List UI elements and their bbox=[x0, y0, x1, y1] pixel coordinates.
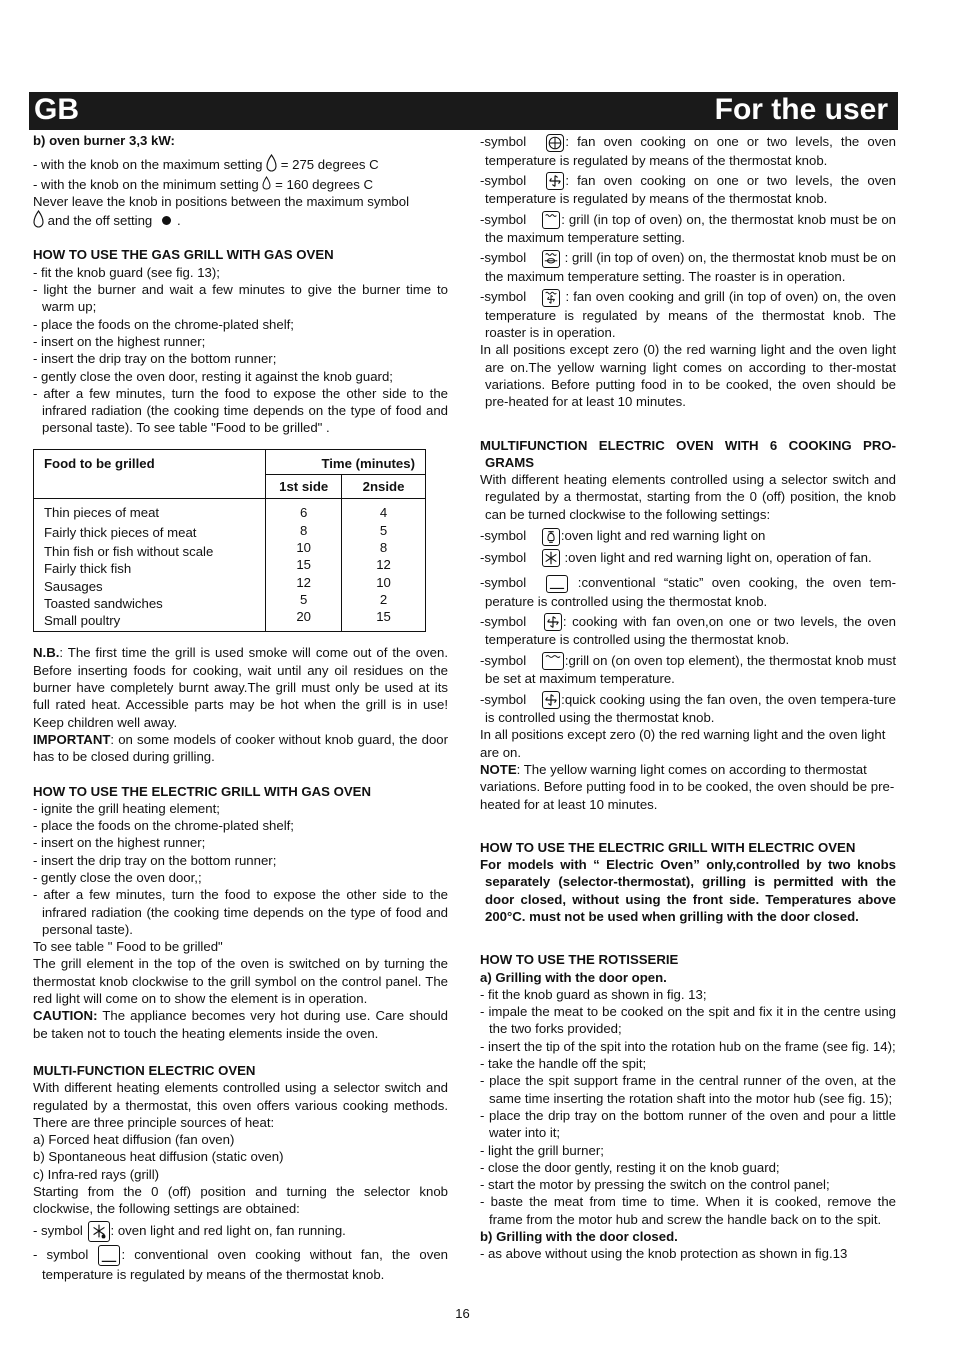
list-item: - light the burner and wait a few minutes to give the burner time to warm up; bbox=[33, 282, 448, 315]
static-oven-symbol-icon bbox=[546, 575, 568, 593]
symbol-grill-top-item: -symbol :grill on (on oven top element), the thermostat knob must be set at maximum temperature. bbox=[480, 652, 896, 687]
table-cell: Toasted sandwiches bbox=[44, 595, 163, 611]
burner-warning: Never leave the knob in positions between the maximum symbol bbox=[33, 193, 410, 209]
list-item: - fit the knob guard (see fig. 13); bbox=[33, 264, 220, 280]
table-food-column bbox=[34, 499, 266, 632]
list-item: - place the spit support frame in the central runner of the oven, at the same time inserting the rotation shaft into the motor hub (see fig. 15); bbox=[480, 1073, 896, 1106]
table-header-side1: 1st side bbox=[266, 475, 342, 499]
table-cell: 20 bbox=[296, 609, 311, 625]
electric-grill-heading: HOW TO USE THE ELECTRIC GRILL WITH GAS OVEN bbox=[33, 783, 372, 799]
symbol-fan-grill-item: -symbol : fan oven cooking and grill (in top of oven) on, the oven temperature is regulated by means of the thermostat knob. The roaster is in operation. bbox=[480, 289, 896, 341]
page-header bbox=[29, 92, 898, 130]
symbol-static-item: -symbol :conventional “static” oven cooking, the oven tem-perature is controlled using the thermostat knob. bbox=[480, 575, 896, 609]
symbol-fan-oven-item: -symbol : cooking with fan oven,on one or two levels, the oven temperature is controlled using the thermostat knob. bbox=[480, 613, 897, 648]
list-item: - take the handle off the spit; bbox=[480, 1056, 647, 1072]
rotisserie-heading: HOW TO USE THE ROTISSERIE bbox=[480, 952, 679, 968]
list-item: - insert the drip tray on the bottom runner; bbox=[33, 852, 277, 868]
list-item: - gently close the oven door, resting it against the knob guard; bbox=[33, 368, 393, 384]
symbol-light-item: -symbol :oven light and red warning light on bbox=[480, 527, 896, 546]
table-cell: 5 bbox=[300, 591, 308, 607]
table-cell: 12 bbox=[296, 574, 311, 590]
gas-grill-heading: HOW TO USE THE GAS GRILL WITH GAS OVEN bbox=[33, 247, 334, 263]
grill-roaster-symbol-icon bbox=[542, 250, 560, 268]
off-dot-icon bbox=[162, 216, 171, 225]
multi-function-heading: MULTI-FUNCTION ELECTRIC OVEN bbox=[33, 1062, 256, 1078]
quick-fan-symbol-icon bbox=[542, 691, 560, 709]
symbol-fan-item: -symbol : fan oven cooking on one or two levels, the oven temperature is regulated by means of the thermostat knob. bbox=[480, 172, 896, 207]
list-item: - place the foods on the chrome-plated shelf; bbox=[33, 818, 294, 834]
defrost-fan-symbol-icon bbox=[542, 549, 560, 567]
page-title: For the user bbox=[714, 93, 888, 126]
six-programs-paragraph: With different heating elements controlled using a selector switch and regulated by a thermostat, starting from the 0 (off) position, the knob can be turned clockwise to the following settings: bbox=[480, 472, 896, 522]
burner-max-line: - with the knob on the maximum setting = 275 degrees C bbox=[33, 154, 448, 173]
table-cell: Thin fish or fish without scale bbox=[44, 543, 214, 559]
table-cell: 10 bbox=[296, 539, 311, 555]
list-item: - place the foods on the chrome-plated shelf; bbox=[33, 316, 294, 332]
table-cell: 5 bbox=[379, 522, 388, 538]
list-item: - close the door gently, resting it on the knob guard; bbox=[480, 1159, 780, 1175]
table-side2-column bbox=[342, 499, 426, 632]
caution-paragraph: CAUTION: The appliance becomes very hot during use. Care should be taken not to touch the heating elements inside the oven. bbox=[33, 1008, 448, 1041]
list-item: - baste the meat from time to time. When it is cooked, remove the frame from the motor hub and screw the handle back on to the spit. bbox=[480, 1194, 896, 1227]
table-cell: 4 bbox=[379, 505, 388, 521]
fan-ring-symbol-icon bbox=[546, 134, 564, 152]
burner-warning-2: and the off setting . bbox=[33, 210, 448, 229]
gas-grill-steps bbox=[33, 264, 448, 437]
burner-min-line: - with the knob on the minimum setting = 160 degrees C bbox=[33, 176, 373, 192]
list-item: - place the drip tray on the bottom runner of the oven and pour a little water into it; bbox=[480, 1107, 896, 1141]
fan-light-symbol-icon bbox=[88, 1221, 110, 1242]
symbol-defrost-item: -symbol :oven light and red warning light on, operation of fan. bbox=[480, 549, 896, 568]
fan-symbol-icon bbox=[546, 172, 564, 190]
fan-symbol-icon bbox=[544, 613, 562, 631]
table-header-time: Time (minutes) bbox=[266, 449, 426, 474]
table-cell: 12 bbox=[376, 557, 391, 573]
list-item: - insert the tip of the spit into the rotation hub on the frame (see fig. 14); bbox=[480, 1038, 896, 1054]
settings-intro: Starting from the 0 (off) position and turning the selector knob clockwise, the following settings are obtained: bbox=[33, 1184, 448, 1217]
table-cell: 10 bbox=[376, 574, 391, 590]
table-cell: 15 bbox=[376, 609, 391, 625]
table-cell: Fairly thick fish bbox=[44, 561, 132, 577]
large-flame-icon bbox=[33, 210, 44, 228]
table-cell: 15 bbox=[296, 557, 311, 573]
list-item: - as above without using the knob protection as shown in fig.13 bbox=[480, 1246, 848, 1262]
static-oven-symbol-icon bbox=[98, 1245, 120, 1266]
table-cell: Thin pieces of meat bbox=[44, 505, 160, 521]
rotisserie-subheading-b: b) Grilling with the door closed. bbox=[480, 1229, 678, 1245]
table-cell: 8 bbox=[379, 539, 388, 555]
nb-paragraph: N.B.: The first time the grill is used smoke will come out of the oven. Before inserting foods for cooking, wait until any oil residues on the burner have completely burnt away.The grill must only be used at its full rated heat. Accessible parts may be hot when the grill is in use! Keep children well away. bbox=[33, 645, 448, 730]
electric-grill-oven-heading: HOW TO USE THE ELECTRIC GRILL WITH ELECTRIC OVEN bbox=[480, 839, 856, 855]
table-cell: 6 bbox=[300, 505, 308, 521]
list-item: - light the grill burner; bbox=[480, 1142, 604, 1158]
table-cell: Fairly thick pieces of meat bbox=[44, 524, 197, 540]
symbol-static-item: - symbol : conventional oven cooking without fan, the oven temperature is regulated by means of the thermostat knob. bbox=[33, 1246, 448, 1282]
list-item: - ignite the grill heating element; bbox=[33, 800, 220, 816]
heat-source-item: b) Spontaneous heat diffusion (static oven) bbox=[33, 1149, 284, 1165]
six-programs-heading: MULTIFUNCTION ELECTRIC OVEN WITH 6 COOKING PRO-GRAMS bbox=[480, 437, 896, 470]
oven-light-symbol-icon bbox=[542, 528, 560, 546]
electric-grill-paragraph: The grill element in the top of the oven is switched on by turning the thermostat knob clockwise to the grill symbol on the control panel. The red light will come on to show the element is in operation. bbox=[33, 956, 448, 1007]
grill-symbol-icon bbox=[542, 652, 564, 670]
note-paragraph: NOTE: The yellow warning light comes on according to thermostat variations. Before putting food in to be cooked, the oven should be pre-heated for at least 10 minutes. bbox=[480, 761, 895, 812]
left-column bbox=[33, 132, 448, 1283]
rotisserie-steps bbox=[480, 986, 896, 1228]
heat-source-item: c) Infra-red rays (grill) bbox=[33, 1166, 160, 1182]
table-header-food: Food to be grilled bbox=[34, 449, 266, 499]
table-side1-column bbox=[266, 499, 342, 632]
important-paragraph: IMPORTANT: on some models of cooker without knob guard, the door has to be closed during grilling. bbox=[33, 731, 448, 765]
table-cell: Sausages bbox=[44, 578, 103, 594]
language-code: GB bbox=[34, 93, 79, 126]
see-table-line: To see table " Food to be grilled" bbox=[33, 939, 223, 955]
table-cell: Small poultry bbox=[44, 613, 121, 629]
heat-source-item: a) Forced heat diffusion (fan oven) bbox=[33, 1132, 235, 1148]
symbol-fan-light-item: - symbol : oven light and red light on, fan running. bbox=[33, 1221, 448, 1242]
right-column bbox=[480, 132, 896, 1263]
large-flame-icon bbox=[266, 154, 277, 172]
electric-grill-oven-warning: For models with “ Electric Oven” only,controlled by two knobs separately (selector-thermostat), grilling is permitted with the door closed, without using the front side. Temperatures above 200°C. must not be used when grilling with the door closed. bbox=[480, 857, 896, 924]
symbol-fan-ring-item: -symbol : fan oven cooking on one or two levels, the oven temperature is regulated by means of the thermostat knob. bbox=[480, 134, 896, 168]
list-item: - insert on the highest runner; bbox=[33, 835, 206, 851]
page-number: 16 bbox=[455, 1306, 470, 1321]
burner-title: b) oven burner 3,3 kW: bbox=[33, 133, 175, 148]
list-item: - after a few minutes, turn the food to expose the other side to the infrared radiation (the cooking time depends on the type of food and personal taste). To see table "Food to be grilled" . bbox=[33, 385, 448, 436]
list-item: - insert the drip tray on the bottom runner; bbox=[33, 351, 277, 367]
table-header-side2: 2nside bbox=[342, 475, 426, 499]
multi-function-paragraph: With different heating elements controlled using a selector switch and regulated by a thermostat, this oven offers various cooking methods. There are three principle sources of heat: bbox=[33, 1080, 448, 1130]
grill-times-table bbox=[33, 449, 426, 633]
symbol-grill-roaster-item: -symbol : grill (in top of oven) on, the thermostat knob must be on the maximum temperature setting. The roaster is in operation. bbox=[480, 250, 897, 284]
list-item: - start the motor by pressing the switch on the control panel; bbox=[480, 1177, 830, 1193]
symbol-grill-item: -symbol : grill (in top of oven) on, the thermostat knob must be on the maximum temperature setting. bbox=[480, 211, 896, 246]
table-cell: 2 bbox=[379, 591, 388, 607]
grill-symbol-icon bbox=[542, 211, 560, 229]
fan-grill-symbol-icon bbox=[542, 289, 560, 307]
symbol-quick-item: -symbol :quick cooking using the fan oven, the oven tempera-ture is controlled using the thermostat knob. bbox=[480, 691, 896, 726]
electric-grill-steps bbox=[33, 800, 448, 938]
table-cell: 8 bbox=[300, 522, 308, 538]
list-item: - insert on the highest runner; bbox=[33, 333, 206, 349]
list-item: - after a few minutes, turn the food to expose the other side to the infrared radiation (the cooking time depends on the type of food and personal taste). bbox=[33, 887, 448, 937]
list-item: - impale the meat to be cooked on the spit and fix it in the centre using the two forks provided; bbox=[480, 1004, 896, 1037]
warning-light-paragraph: In all positions except zero (0) the red warning light and the oven light are on.The yellow warning light comes on according to ther-mostat variations. Before putting food in to be cooked, the oven should be pre-heated for at least 10 minutes. bbox=[480, 342, 896, 410]
six-positions-paragraph: In all positions except zero (0) the red warning light and the oven light are on. bbox=[480, 727, 886, 760]
list-item: - fit the knob guard as shown in fig. 13; bbox=[480, 986, 707, 1002]
list-item: - gently close the oven door,; bbox=[33, 869, 202, 885]
rotisserie-subheading-a: a) Grilling with the door open. bbox=[480, 969, 667, 985]
